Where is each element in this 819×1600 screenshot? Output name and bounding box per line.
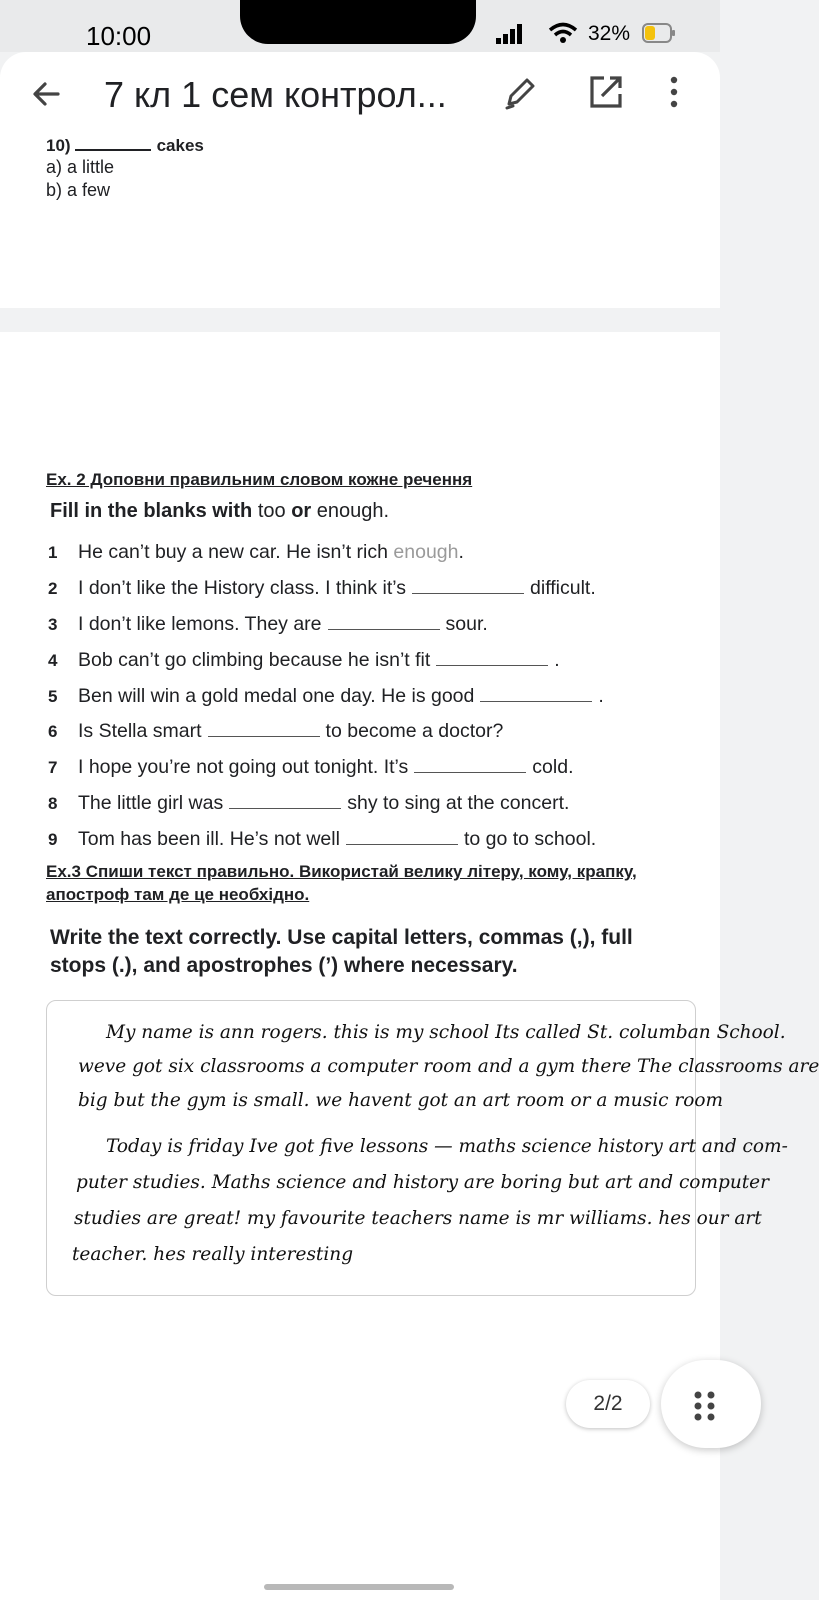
back-arrow-icon[interactable] bbox=[28, 76, 64, 112]
exercise-item-9: 9 Tom has been ill. He’s not well to go to school. bbox=[48, 828, 597, 850]
edit-pencil-icon[interactable] bbox=[503, 74, 537, 112]
exercise-item-2: 2 I don’t like the History class. I think it’s difficult. bbox=[48, 577, 596, 599]
option-b: b) a few bbox=[46, 180, 111, 200]
exercise3-heading-line1: Ex.3 Спиши текст правильно. Використай велику літеру, кому, крапку, bbox=[46, 862, 637, 881]
text-line: weve got six classrooms a computer room and a gym there The classrooms are bbox=[78, 1056, 819, 1077]
exercise3-instruction-line2: stops (.), and apostrophes (’) where necessary. bbox=[50, 954, 518, 977]
camera-notch bbox=[240, 0, 476, 44]
grid-dots-icon bbox=[693, 1390, 719, 1422]
home-gesture-bar[interactable] bbox=[264, 1584, 454, 1590]
question-10: 10) cakes bbox=[46, 136, 204, 155]
text-line: big but the gym is small. we havent got an art room or a music room bbox=[78, 1090, 724, 1111]
page-indicator: 2/2 bbox=[566, 1380, 650, 1428]
answer-blank bbox=[75, 149, 151, 151]
open-in-new-icon[interactable] bbox=[588, 74, 624, 110]
app-bar bbox=[0, 52, 720, 140]
grid-menu-button[interactable] bbox=[661, 1360, 761, 1448]
battery-percent: 32% bbox=[588, 22, 631, 45]
exercise3-instruction-line1: Write the text correctly. Use capital letters, commas (,), full bbox=[50, 926, 633, 949]
exercise2-instruction: Fill in the blanks with too or enough. bbox=[50, 500, 390, 522]
exercise-item-4: 4 Bob can’t go climbing because he isn’t fit . bbox=[48, 649, 560, 671]
more-vert-icon[interactable] bbox=[668, 74, 680, 110]
exercise-item-6: 6 Is Stella smart to become a doctor? bbox=[48, 720, 504, 742]
document-title: 7 кл 1 сем контрол... bbox=[104, 74, 447, 115]
text-line: puter studies. Maths science and history are boring but art and computer bbox=[76, 1172, 769, 1193]
exercise-item-3: 3 I don’t like lemons. They are sour. bbox=[48, 613, 488, 635]
option-a: a) a little bbox=[46, 157, 115, 177]
page-divider bbox=[0, 308, 720, 332]
text-line: studies are great! my favourite teachers name is mr williams. hes our art bbox=[74, 1208, 762, 1229]
exercise2-heading: Ex. 2 Доповни правильним словом кожне речення bbox=[46, 470, 473, 489]
battery-icon bbox=[642, 23, 676, 43]
text-line: My name is ann rogers. this is my school Its called St. columban School. bbox=[106, 1022, 786, 1043]
wifi-icon bbox=[548, 22, 578, 44]
signal-icon bbox=[496, 24, 524, 44]
exercise-item-7: 7 I hope you’re not going out tonight. It’s cold. bbox=[48, 756, 574, 778]
text-line: teacher. hes really interesting bbox=[72, 1244, 354, 1265]
exercise3-heading-line2: апостроф там де це необхідно. bbox=[46, 885, 310, 904]
exercise-item-8: 8 The little girl was shy to sing at the concert. bbox=[48, 792, 570, 814]
status-bar bbox=[0, 0, 720, 52]
text-line: Today is friday Ive got five lessons — maths science history art and com- bbox=[106, 1136, 788, 1157]
exercise-item-5: 5 Ben will win a gold medal one day. He is good . bbox=[48, 685, 604, 707]
exercise-item-1: 1 He can’t buy a new car. He isn’t rich enough. bbox=[48, 541, 464, 563]
status-time: 10:00 bbox=[86, 21, 152, 51]
